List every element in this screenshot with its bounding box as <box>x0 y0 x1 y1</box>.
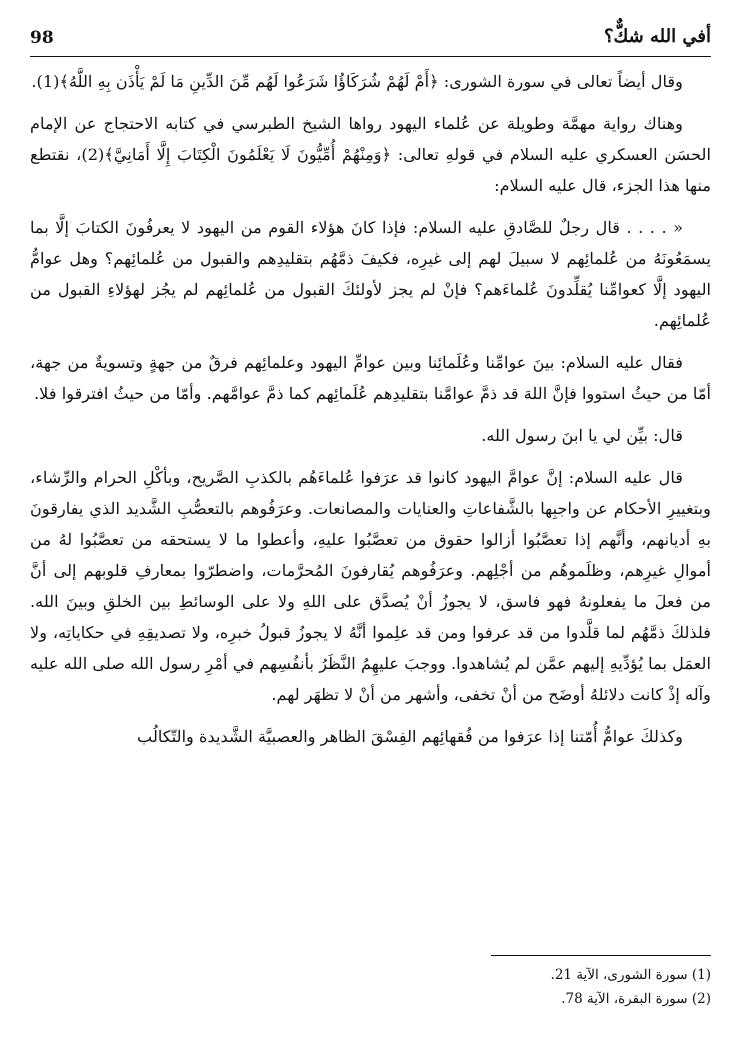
paragraph-7: وكذلكَ عوامُّ أُمّتنا إذا عرَفوا من فُقهائِهم الفِسْقَ الظاهر والعصبيَّة الشَّديدة والتّكالُب <box>137 727 683 746</box>
body-text <box>30 66 711 763</box>
paragraph-6: قال عليه السلام: إنَّ عوامَّ اليهود كانوا قد عرَفوا عُلماءَهُم بالكذبِ الصَّريح، وبأكْلِ الحرام والرِّشاء، وبتغييرِ الأحكام عن واجبِها بالشَّفاعاتِ والعنايات والمصانعات. وعرَفُوهم بالتعصُّبِ الشَّديد الذي يفارقونَ بهِ أديانهم، وأنَّهم إذا تعصَّبُوا أزالوا حقوق من تعصَّبُوا عليهِ، وأعطوا ما لا يستحقه من تعصَّبُوا لهُ من أموالِ غيرِهم، وظلَموهُم من أجْلِهم. وعرَفُوهم يُقارفونَ المُحرَّمات، واضطرّوا بمعارفِ قلوبهم إلى أنَّ من فعلَ ما يفعلونهُ فهو فاسق، لا يجوزُ أنْ يُصدَّق على اللهِ ولا على الوسائطِ بين الخلقِ وبينَ الله. فلذلكَ ذمَّهُم لما قلَّدوا من قد عرفوا ومن قد علِموا أنَّهُ لا يجوزُ قبولُ خبرِه، ولا تصديقِهِ في حكاياتِه، ولا العمَل بما يُؤدِّيهِ إليهم عمَّن لم يُشاهدوا. ووجبَ عليهِمُ النَّظَرُ بأنفُسِهم في أمْرِ رسول الله صلى الله عليه وآله إذْ كانت دلائلهُ أوضَح من أنْ تخفى، وأشهر من أنْ لا تظهَر لهم. <box>30 468 711 704</box>
footnote-divider <box>491 955 711 956</box>
paragraph-3: « . . . . قال رجلٌ للصَّادقِ عليه السلام: فإذا كانَ هؤلاء القوم من اليهود لا يعرفُونَ الكتابَ إلَّا بما يسمَعُونَهُ من عُلمائِهم لا سبيلَ لهم إلى غيرِه، فكيفَ ذمَّهُم بتقليدِهم والقبول من عُلمائِهم؟ وهل عوامُّ اليهود إلَّا كعوامِّنا يُقلِّدونَ عُلماءَهم؟ فإنْ لم يجز لأولئكَ القبول من عُلمائِهم لم يجُز لهؤلاءِ القبول من عُلمائِهم. <box>30 218 711 330</box>
paragraph-2: وهناك رواية مهمَّة وطويلة عن عُلماء اليهود رواها الشيخ الطبرسي في كتابه الاحتجاج عن الإمام الحسَن العسكري عليه السلام في قولهِ تعالى: ﴿وَمِنْهُمْ أُمِّيُّونَ لَا يَعْلَمُونَ الْكِتَابَ إِلَّا أَمَانِيَّ﴾(2)، نقتطع منها هذا الجزء، قال عليه السلام: <box>30 114 711 195</box>
paragraph-5: قال: بيِّن لي يا ابنَ رسول الله. <box>481 426 683 445</box>
footnote-2: (2) سورة البقرة، الآية 78. <box>561 991 711 1007</box>
page-number: 98 <box>30 28 54 48</box>
footnotes <box>30 963 711 1011</box>
paragraph-1: وقال أيضاً تعالى في سورة الشورى: ﴿أَمْ لَهُمْ شُرَكَاؤُا شَرَعُوا لَهُم مِّنَ الدِّينِ مَا لَمْ يَأْذَن بِهِ اللَّهُ﴾(1). <box>31 72 683 91</box>
paragraph-4: فقال عليه السلام: بينَ عوامِّنا وعُلَمائِنا وبين عوامِّ اليهود وعلمائِهم فرقٌ من جهةٍ وتسويةٌ من جهة، أمّا من حيثُ استووا فإنَّ اللهَ قد ذمَّ عوامَّنا بتقليدِهم عُلَمائِهم كما ذمَّ عوامَّهم. وأمّا من حيثُ افترقوا فلا. <box>30 353 711 403</box>
page-header <box>30 26 711 57</box>
footnote-1: (1) سورة الشورى، الآية 21. <box>550 967 711 983</box>
running-title: أفي الله شكٌّ؟ <box>603 26 711 47</box>
